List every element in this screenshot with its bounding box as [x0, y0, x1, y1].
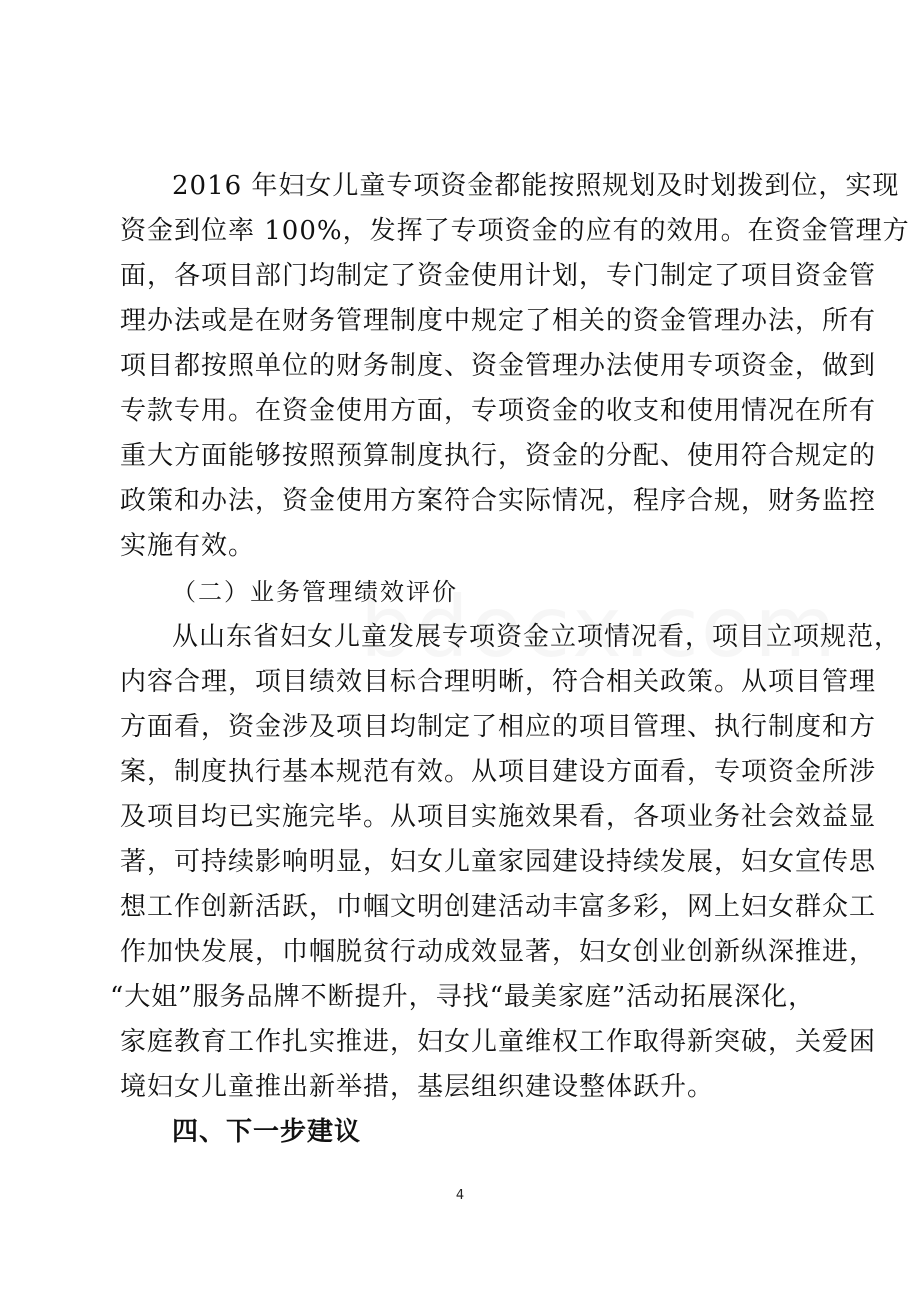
paragraph2-line-3: 方面看，资金涉及项目均制定了相应的项目管理、执行制度和方: [120, 712, 877, 742]
paragraph1-line-7: 重大方面能够按照预算制度执行，资金的分配、使用符合规定的: [120, 441, 877, 471]
paragraph1-line-1: 2016 年妇女儿童专项资金都能按照规划及时划拨到位，实现: [172, 171, 900, 201]
paragraph1-line-4: 理办法或是在财务管理制度中规定了相关的资金管理办法，所有: [120, 306, 877, 336]
page-number: 4: [455, 1188, 465, 1203]
paragraph1-line-2: 资金到位率 100%，发挥了专项资金的应有的效用。在资金管理方: [120, 216, 910, 246]
paragraph2-line-11: 境妇女儿童推出新举措，基层组织建设整体跃升。: [120, 1072, 715, 1102]
section-subheading: （二）业务管理绩效评价: [172, 578, 458, 606]
section-heading: 四、下一步建议: [172, 1117, 362, 1147]
paragraph2-line-5: 及项目均已实施完毕。从项目实施效果看，各项业务社会效益显: [120, 802, 877, 832]
paragraph2-line-6: 著，可持续影响明显，妇女儿童家园建设持续发展，妇女宣传思: [120, 847, 877, 877]
paragraph2-line-7: 想工作创新活跃，巾帼文明创建活动丰富多彩，网上妇女群众工: [120, 892, 877, 922]
paragraph1-line-5: 项目都按照单位的财务制度、资金管理办法使用专项资金，做到: [120, 351, 877, 381]
paragraph2-line-1: 从山东省妇女儿童发展专项资金立项情况看，项目立项规范，: [172, 622, 902, 652]
paragraph1-line-8: 政策和办法，资金使用方案符合实际情况，程序合规，财务监控: [120, 486, 877, 516]
paragraph2-line-10: 家庭教育工作扎实推进，妇女儿童维权工作取得新突破，关爱困: [120, 1027, 877, 1057]
paragraph1-line-6: 专款专用。在资金使用方面，专项资金的收支和使用情况在所有: [120, 396, 877, 426]
paragraph2-line-4: 案，制度执行基本规范有效。从项目建设方面看，专项资金所涉: [120, 757, 877, 787]
paragraph1-line-3: 面，各项目部门均制定了资金使用计划，专门制定了项目资金管: [120, 261, 877, 291]
paragraph2-line-9: “大姐”服务品牌不断提升，寻找“最美家庭”活动拓展深化，: [110, 982, 816, 1012]
paragraph1-line-9: 实施有效。: [120, 531, 256, 561]
paragraph2-line-2: 内容合理，项目绩效目标合理明晰，符合相关政策。从项目管理: [120, 667, 877, 697]
paragraph2-line-8: 作加快发展，巾帼脱贫行动成效显著，妇女创业创新纵深推进，: [120, 937, 877, 967]
